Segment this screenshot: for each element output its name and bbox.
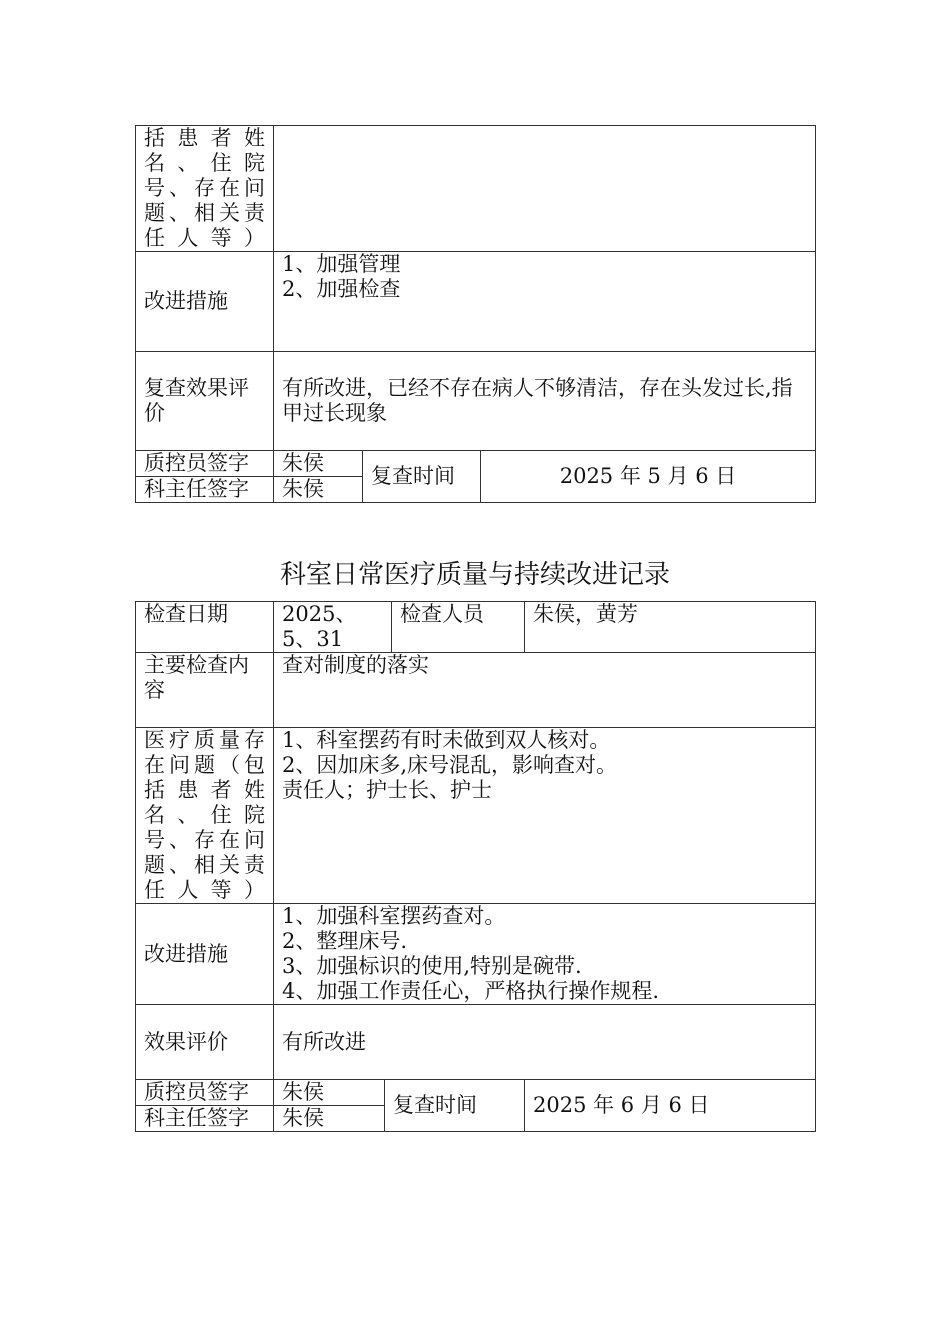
recheck-label: 复查时间 <box>385 1080 525 1132</box>
director-sign-value: 朱侯 <box>274 1106 385 1132</box>
inspector-label: 检查人员 <box>392 602 525 653</box>
record-title: 科室日常医疗质量与持续改进记录 <box>279 560 670 590</box>
problem-content <box>274 126 816 252</box>
qc-sign-value: 朱侯 <box>274 1080 385 1106</box>
record-table-2 <box>135 601 816 1132</box>
check-date-label: 检查日期 <box>136 602 274 653</box>
check-date-value: 2025、5、31 <box>274 602 392 653</box>
recheck-value: 2025 年 6 月 6 日 <box>525 1080 816 1132</box>
problem-content: 1、科室摆药有时未做到双人核对。 2、因加床多,床号混乱，影响查对。 责任人；护士长、护士 <box>274 728 816 904</box>
director-sign-value: 朱侯 <box>274 477 363 503</box>
improve-label: 改进措施 <box>136 904 274 1005</box>
improve-content: 1、加强管理 2、加强检查 <box>274 252 816 352</box>
effect-label: 效果评价 <box>136 1005 274 1080</box>
recheck-label: 复查时间 <box>363 451 481 503</box>
director-sign-label: 科主任签字 <box>136 477 274 503</box>
recheck-value: 2025 年 5 月 6 日 <box>481 451 816 503</box>
main-content-label: 主要检查内容 <box>136 653 274 728</box>
main-content-value: 查对制度的落实 <box>274 653 816 728</box>
effect-content: 有所改进 <box>274 1005 816 1080</box>
review-label: 复查效果评价 <box>136 352 274 451</box>
qc-sign-label: 质控员签字 <box>136 1080 274 1106</box>
inspector-value: 朱侯，黄芳 <box>525 602 816 653</box>
improve-content: 1、加强科室摆药查对。 2、整理床号. 3、加强标识的使用,特别是碗带. 4、加强工作责任心，严格执行操作规程. <box>274 904 816 1005</box>
review-content: 有所改进，已经不存在病人不够清洁，存在头发过长,指甲过长现象 <box>274 352 816 451</box>
qc-sign-value: 朱侯 <box>274 451 363 477</box>
improve-label: 改进措施 <box>136 252 274 352</box>
problem-label: 医疗质量存在问题（包括患者姓名、住院号、存在问题、相关责任人等） <box>136 728 274 904</box>
problem-label: 括患者姓名、住院号、存在问题、相关责任人等） <box>136 126 274 252</box>
director-sign-label: 科主任签字 <box>136 1106 274 1132</box>
record-table-1 <box>135 125 816 503</box>
qc-sign-label: 质控员签字 <box>136 451 274 477</box>
